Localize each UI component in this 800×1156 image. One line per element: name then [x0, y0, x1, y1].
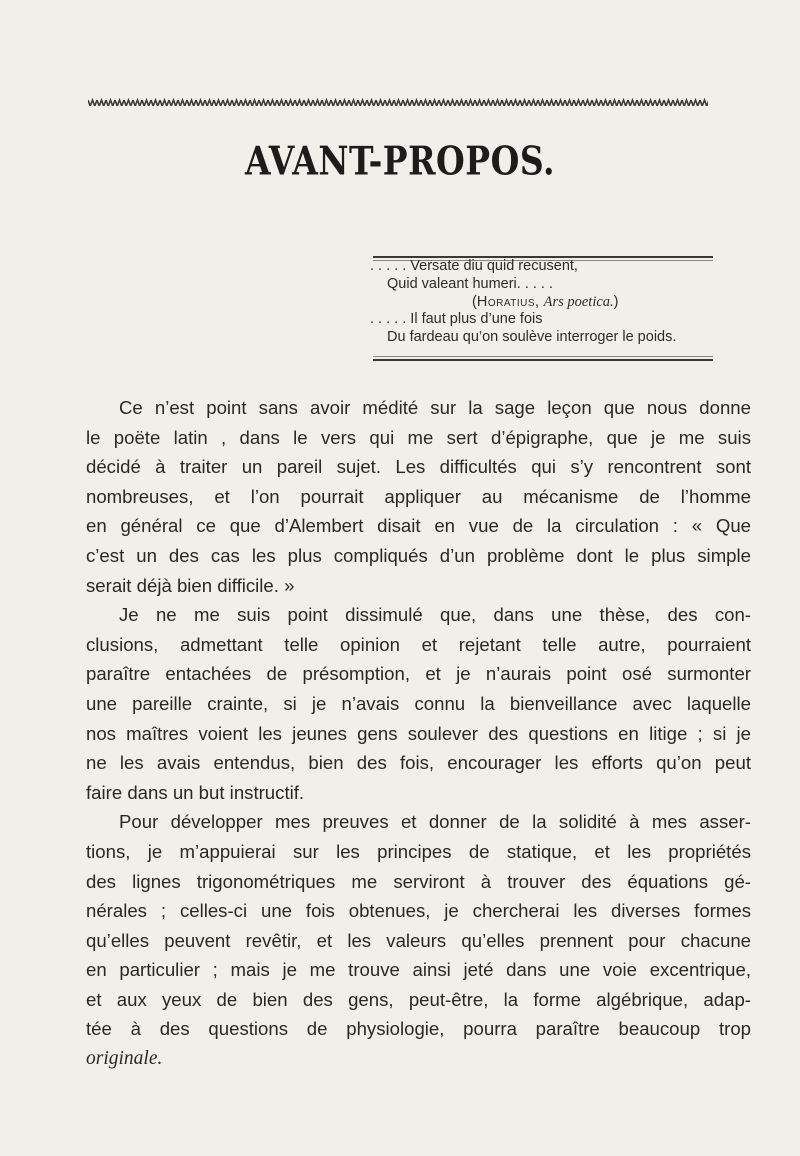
text-line: le poëte latin , dans le vers qui me sert d’épigraphe, que je me suis — [86, 426, 751, 448]
ornament-pattern-icon — [88, 97, 708, 106]
decorative-border-ornament — [88, 94, 708, 106]
text-line: Ce n’est point sans avoir médité sur la sage leçon que nous donne — [119, 397, 751, 418]
epigraph-line-5: Du fardeau qu’on soulève interroger le poids. — [387, 329, 677, 346]
text-line: ne les avais entendus, bien des fois, encourager les efforts qu’on peut — [86, 752, 751, 774]
text-line: c’est un des cas les plus compliqués d’un problème dont le plus simple — [86, 544, 751, 566]
text-line: décidé à traiter un pareil sujet. Les difficultés qui s’y rencontrent sont — [86, 456, 751, 478]
text-line: nérales ; celles-ci une fois obtenues, je chercherai les diverses formes — [86, 900, 751, 922]
text-line: Pour développer mes preuves et donner de la solidité à mes asser- — [119, 811, 751, 833]
text-line: nombreuses, et l’on pourrait appliquer au mécanisme de l’homme — [86, 485, 751, 507]
text-line: faire dans un but instructif. — [86, 781, 305, 803]
text-line: tée à des questions de physiologie, pourra paraître beaucoup trop — [86, 1018, 751, 1040]
citation-close: ) — [613, 293, 619, 310]
text-line: en général ce que d’Alembert disait en vue de la circulation : « Que — [86, 515, 751, 537]
text-line: tions, je m’appuierai sur les principes de statique, et les propriétés — [86, 840, 751, 862]
text-line: et aux yeux de bien des gens, peut-être, la forme algébrique, adap- — [86, 988, 751, 1010]
epigraph-line-2: Quid valeant humeri. . . . . — [387, 275, 554, 292]
citation-author: Horatius, — [476, 293, 540, 310]
text-line: des lignes trigonométriques me serviront à trouver des équations gé- — [86, 870, 751, 892]
text-line: paraître entachées de présomption, et je n’aurais point osé surmonter — [86, 663, 751, 685]
body-text — [86, 393, 751, 1074]
citation-work: Ars poetica. — [543, 293, 614, 310]
text-line: en particulier ; mais je me trouve ainsi jeté dans une voie excentrique, — [86, 959, 751, 981]
text-line: serait déjà bien difficile. » — [86, 574, 295, 596]
citation-open: ( — [472, 293, 477, 310]
epigraph-line-1: . . . . . Versate diu quid recusent, — [370, 258, 578, 274]
text-line: originale. — [86, 1048, 163, 1070]
epigraph-line-4: . . . . . Il faut plus d’une fois — [370, 311, 543, 328]
page-title: AVANT-PROPOS. — [245, 138, 555, 185]
epigraph — [370, 258, 750, 347]
epigraph-bottom-rule — [373, 356, 713, 357]
text-line: une pareille crainte, si je n’avais connu la bienveillance avec laquelle — [86, 692, 751, 714]
text-line: clusions, admettant telle opinion et rejetant telle autre, pourraient — [86, 633, 751, 655]
text-line: qu’elles peuvent revêtir, et les valeurs qu’elles prennent pour chacune — [86, 929, 751, 951]
text-line: Je ne me suis point dissimulé que, dans une thèse, des con- — [119, 604, 751, 626]
text-line: nos maîtres voient les jeunes gens soulever des questions en litige ; si je — [86, 722, 751, 744]
epigraph-citation — [370, 294, 750, 312]
